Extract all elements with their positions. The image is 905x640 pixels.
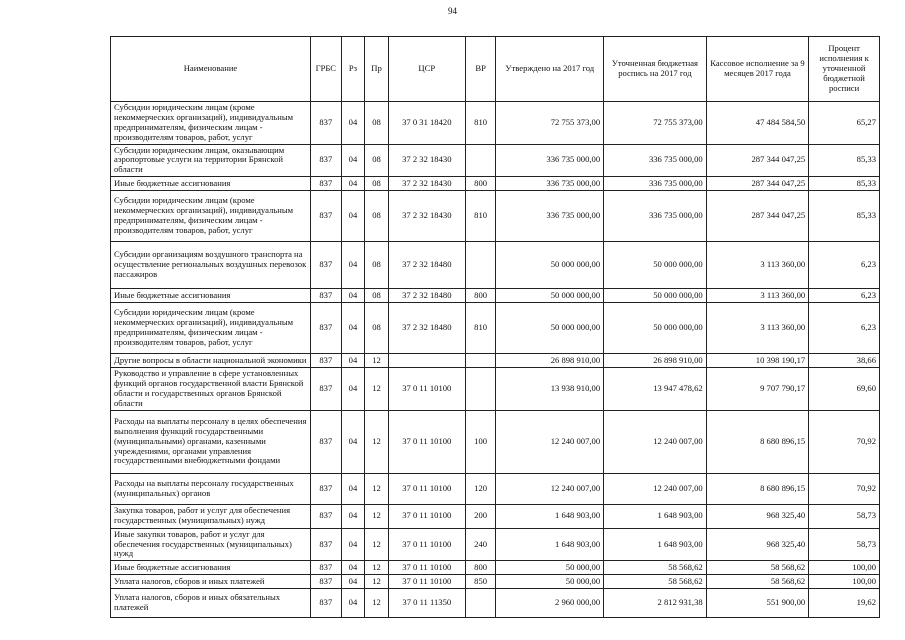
cell-percent: 58,73 — [809, 504, 880, 528]
cell-vr: 800 — [465, 177, 496, 191]
cell-vr: 810 — [465, 303, 496, 354]
cell-csr: 37 2 32 18430 — [388, 177, 465, 191]
table-row — [111, 368, 880, 411]
cell-name: Субсидии юридическим лицам (кроме некоммерческих организаций), индивидуальным предпринимателям, физическим лицам - производителям товаров, работ, услуг — [111, 102, 311, 145]
cell-refined: 2 812 931,38 — [604, 589, 707, 618]
cell-grbs: 837 — [310, 242, 341, 289]
cell-refined: 50 000 000,00 — [604, 242, 707, 289]
cell-executed: 968 325,40 — [706, 528, 809, 561]
cell-pr: 08 — [365, 177, 389, 191]
cell-refined: 1 648 903,00 — [604, 504, 707, 528]
cell-refined: 50 000 000,00 — [604, 289, 707, 303]
cell-executed: 3 113 360,00 — [706, 303, 809, 354]
cell-executed: 47 484 584,50 — [706, 102, 809, 145]
cell-grbs: 837 — [310, 368, 341, 411]
cell-grbs: 837 — [310, 102, 341, 145]
cell-name: Уплата налогов, сборов и иных обязательных платежей — [111, 589, 311, 618]
cell-csr: 37 2 32 18430 — [388, 144, 465, 177]
cell-refined: 13 947 478,62 — [604, 368, 707, 411]
table-row — [111, 473, 880, 504]
cell-rz: 04 — [341, 575, 365, 589]
table-row — [111, 102, 880, 145]
table-body — [111, 102, 880, 618]
cell-csr: 37 2 32 18480 — [388, 242, 465, 289]
cell-rz: 04 — [341, 473, 365, 504]
col-header-percent: Процент исполнения к уточненной бюджетной росписи — [809, 37, 880, 102]
table-row — [111, 528, 880, 561]
cell-csr: 37 0 11 10100 — [388, 473, 465, 504]
cell-approved: 2 960 000,00 — [496, 589, 604, 618]
cell-rz: 04 — [341, 354, 365, 368]
cell-vr — [465, 368, 496, 411]
cell-rz: 04 — [341, 410, 365, 473]
cell-csr: 37 0 31 18420 — [388, 102, 465, 145]
cell-name: Иные бюджетные ассигнования — [111, 289, 311, 303]
cell-refined: 1 648 903,00 — [604, 528, 707, 561]
cell-csr: 37 2 32 18480 — [388, 303, 465, 354]
cell-executed: 58 568,62 — [706, 575, 809, 589]
cell-grbs: 837 — [310, 575, 341, 589]
cell-name: Другие вопросы в области национальной экономики — [111, 354, 311, 368]
cell-vr: 120 — [465, 473, 496, 504]
cell-refined: 72 755 373,00 — [604, 102, 707, 145]
cell-approved: 12 240 007,00 — [496, 410, 604, 473]
cell-csr: 37 0 11 10100 — [388, 561, 465, 575]
cell-grbs: 837 — [310, 289, 341, 303]
cell-vr — [465, 144, 496, 177]
cell-percent: 69,60 — [809, 368, 880, 411]
cell-rz: 04 — [341, 528, 365, 561]
cell-approved: 336 735 000,00 — [496, 191, 604, 242]
cell-grbs: 837 — [310, 504, 341, 528]
cell-pr: 08 — [365, 102, 389, 145]
cell-rz: 04 — [341, 504, 365, 528]
cell-percent: 58,73 — [809, 528, 880, 561]
cell-percent: 6,23 — [809, 242, 880, 289]
cell-percent: 100,00 — [809, 561, 880, 575]
cell-name: Субсидии юридическим лицам, оказывающим аэропортовые услуги на территории Брянской области — [111, 144, 311, 177]
col-header-approved: Утверждено на 2017 год — [496, 37, 604, 102]
cell-name: Субсидии юридическим лицам (кроме некоммерческих организаций), индивидуальным предпринимателям, физическим лицам - производителям товаров, работ, услуг — [111, 303, 311, 354]
cell-pr: 12 — [365, 354, 389, 368]
cell-approved: 50 000,00 — [496, 575, 604, 589]
cell-vr: 240 — [465, 528, 496, 561]
table-row — [111, 177, 880, 191]
cell-percent: 38,66 — [809, 354, 880, 368]
cell-csr: 37 0 11 10100 — [388, 528, 465, 561]
cell-grbs: 837 — [310, 589, 341, 618]
cell-percent: 6,23 — [809, 303, 880, 354]
cell-executed: 58 568,62 — [706, 561, 809, 575]
cell-approved: 50 000 000,00 — [496, 289, 604, 303]
cell-rz: 04 — [341, 368, 365, 411]
cell-percent: 19,62 — [809, 589, 880, 618]
cell-refined: 50 000 000,00 — [604, 303, 707, 354]
cell-approved: 50 000 000,00 — [496, 303, 604, 354]
cell-rz: 04 — [341, 303, 365, 354]
cell-approved: 1 648 903,00 — [496, 528, 604, 561]
cell-grbs: 837 — [310, 144, 341, 177]
cell-rz: 04 — [341, 289, 365, 303]
cell-csr: 37 2 32 18480 — [388, 289, 465, 303]
table-row — [111, 561, 880, 575]
cell-percent: 70,92 — [809, 473, 880, 504]
cell-pr: 12 — [365, 561, 389, 575]
cell-vr: 800 — [465, 561, 496, 575]
cell-pr: 08 — [365, 303, 389, 354]
cell-approved: 50 000,00 — [496, 561, 604, 575]
cell-refined: 12 240 007,00 — [604, 410, 707, 473]
cell-pr: 12 — [365, 368, 389, 411]
cell-rz: 04 — [341, 144, 365, 177]
cell-grbs: 837 — [310, 473, 341, 504]
cell-grbs: 837 — [310, 177, 341, 191]
cell-pr: 12 — [365, 589, 389, 618]
cell-grbs: 837 — [310, 561, 341, 575]
cell-rz: 04 — [341, 242, 365, 289]
cell-refined: 336 735 000,00 — [604, 177, 707, 191]
table-row — [111, 504, 880, 528]
budget-table — [110, 36, 880, 618]
cell-refined: 58 568,62 — [604, 561, 707, 575]
cell-executed: 8 680 896,15 — [706, 473, 809, 504]
cell-rz: 04 — [341, 191, 365, 242]
cell-executed: 3 113 360,00 — [706, 242, 809, 289]
cell-rz: 04 — [341, 177, 365, 191]
table-row — [111, 242, 880, 289]
cell-rz: 04 — [341, 589, 365, 618]
cell-vr — [465, 242, 496, 289]
cell-grbs: 837 — [310, 528, 341, 561]
cell-percent: 85,33 — [809, 144, 880, 177]
cell-rz: 04 — [341, 561, 365, 575]
table-row — [111, 354, 880, 368]
table-row — [111, 410, 880, 473]
cell-name: Уплата налогов, сборов и иных платежей — [111, 575, 311, 589]
cell-name: Руководство и управление в сфере установленных функций органов государственной власти Брянской области и государственных органов Брянской области — [111, 368, 311, 411]
cell-percent: 70,92 — [809, 410, 880, 473]
cell-approved: 12 240 007,00 — [496, 473, 604, 504]
cell-pr: 12 — [365, 528, 389, 561]
col-header-csr: ЦСР — [388, 37, 465, 102]
cell-pr: 08 — [365, 289, 389, 303]
cell-name: Расходы на выплаты персоналу в целях обеспечения выполнения функций государственными (муниципальными) органами, казенными учреждениями, органами управления государственными внебюджетными фондами — [111, 410, 311, 473]
cell-approved: 13 938 910,00 — [496, 368, 604, 411]
cell-pr: 12 — [365, 473, 389, 504]
cell-name: Иные бюджетные ассигнования — [111, 177, 311, 191]
cell-executed: 3 113 360,00 — [706, 289, 809, 303]
table-row — [111, 303, 880, 354]
cell-approved: 336 735 000,00 — [496, 144, 604, 177]
cell-vr: 100 — [465, 410, 496, 473]
cell-percent: 85,33 — [809, 191, 880, 242]
cell-executed: 10 398 190,17 — [706, 354, 809, 368]
cell-vr: 800 — [465, 289, 496, 303]
cell-executed: 9 707 790,17 — [706, 368, 809, 411]
cell-executed: 287 344 047,25 — [706, 191, 809, 242]
cell-pr: 12 — [365, 504, 389, 528]
cell-name: Закупка товаров, работ и услуг для обеспечения государственных (муниципальных) нужд — [111, 504, 311, 528]
cell-vr: 810 — [465, 102, 496, 145]
cell-csr: 37 2 32 18430 — [388, 191, 465, 242]
cell-pr: 08 — [365, 191, 389, 242]
cell-name: Расходы на выплаты персоналу государственных (муниципальных) органов — [111, 473, 311, 504]
table-row — [111, 144, 880, 177]
col-header-rz: Рз — [341, 37, 365, 102]
table-row — [111, 575, 880, 589]
cell-grbs: 837 — [310, 303, 341, 354]
cell-vr — [465, 354, 496, 368]
cell-csr: 37 0 11 11350 — [388, 589, 465, 618]
cell-approved: 26 898 910,00 — [496, 354, 604, 368]
cell-percent: 100,00 — [809, 575, 880, 589]
cell-grbs: 837 — [310, 410, 341, 473]
cell-pr: 08 — [365, 242, 389, 289]
cell-pr: 12 — [365, 575, 389, 589]
page-number: 94 — [448, 6, 457, 16]
cell-name: Субсидии юридическим лицам (кроме некоммерческих организаций), индивидуальным предпринимателям, физическим лицам - производителям товаров, работ, услуг — [111, 191, 311, 242]
cell-executed: 287 344 047,25 — [706, 144, 809, 177]
cell-vr: 850 — [465, 575, 496, 589]
cell-pr: 08 — [365, 144, 389, 177]
col-header-vr: ВР — [465, 37, 496, 102]
cell-name: Иные бюджетные ассигнования — [111, 561, 311, 575]
cell-vr: 810 — [465, 191, 496, 242]
cell-executed: 287 344 047,25 — [706, 177, 809, 191]
cell-approved: 336 735 000,00 — [496, 177, 604, 191]
table-row — [111, 191, 880, 242]
cell-executed: 551 900,00 — [706, 589, 809, 618]
cell-vr — [465, 589, 496, 618]
cell-name: Иные закупки товаров, работ и услуг для обеспечения государственных (муниципальных) нужд — [111, 528, 311, 561]
cell-percent: 6,23 — [809, 289, 880, 303]
col-header-executed: Кассовое исполнение за 9 месяцев 2017 года — [706, 37, 809, 102]
cell-rz: 04 — [341, 102, 365, 145]
col-header-refined: Уточненная бюджетная роспись на 2017 год — [604, 37, 707, 102]
cell-approved: 1 648 903,00 — [496, 504, 604, 528]
cell-percent: 65,27 — [809, 102, 880, 145]
cell-pr: 12 — [365, 410, 389, 473]
cell-name: Субсидии организациям воздушного транспорта на осуществление региональных воздушных перевозок пассажиров — [111, 242, 311, 289]
cell-refined: 336 735 000,00 — [604, 144, 707, 177]
col-header-pr: Пр — [365, 37, 389, 102]
cell-refined: 26 898 910,00 — [604, 354, 707, 368]
cell-csr: 37 0 11 10100 — [388, 575, 465, 589]
cell-refined: 12 240 007,00 — [604, 473, 707, 504]
col-header-grbs: ГРБС — [310, 37, 341, 102]
table-row — [111, 289, 880, 303]
header-row — [111, 37, 880, 102]
cell-csr: 37 0 11 10100 — [388, 504, 465, 528]
col-header-name: Наименование — [111, 37, 311, 102]
cell-refined: 58 568,62 — [604, 575, 707, 589]
cell-refined: 336 735 000,00 — [604, 191, 707, 242]
cell-executed: 8 680 896,15 — [706, 410, 809, 473]
cell-approved: 72 755 373,00 — [496, 102, 604, 145]
cell-grbs: 837 — [310, 354, 341, 368]
cell-grbs: 837 — [310, 191, 341, 242]
cell-percent: 85,33 — [809, 177, 880, 191]
cell-vr: 200 — [465, 504, 496, 528]
cell-csr: 37 0 11 10100 — [388, 410, 465, 473]
cell-approved: 50 000 000,00 — [496, 242, 604, 289]
cell-executed: 968 325,40 — [706, 504, 809, 528]
cell-csr — [388, 354, 465, 368]
cell-csr: 37 0 11 10100 — [388, 368, 465, 411]
table-row — [111, 589, 880, 618]
